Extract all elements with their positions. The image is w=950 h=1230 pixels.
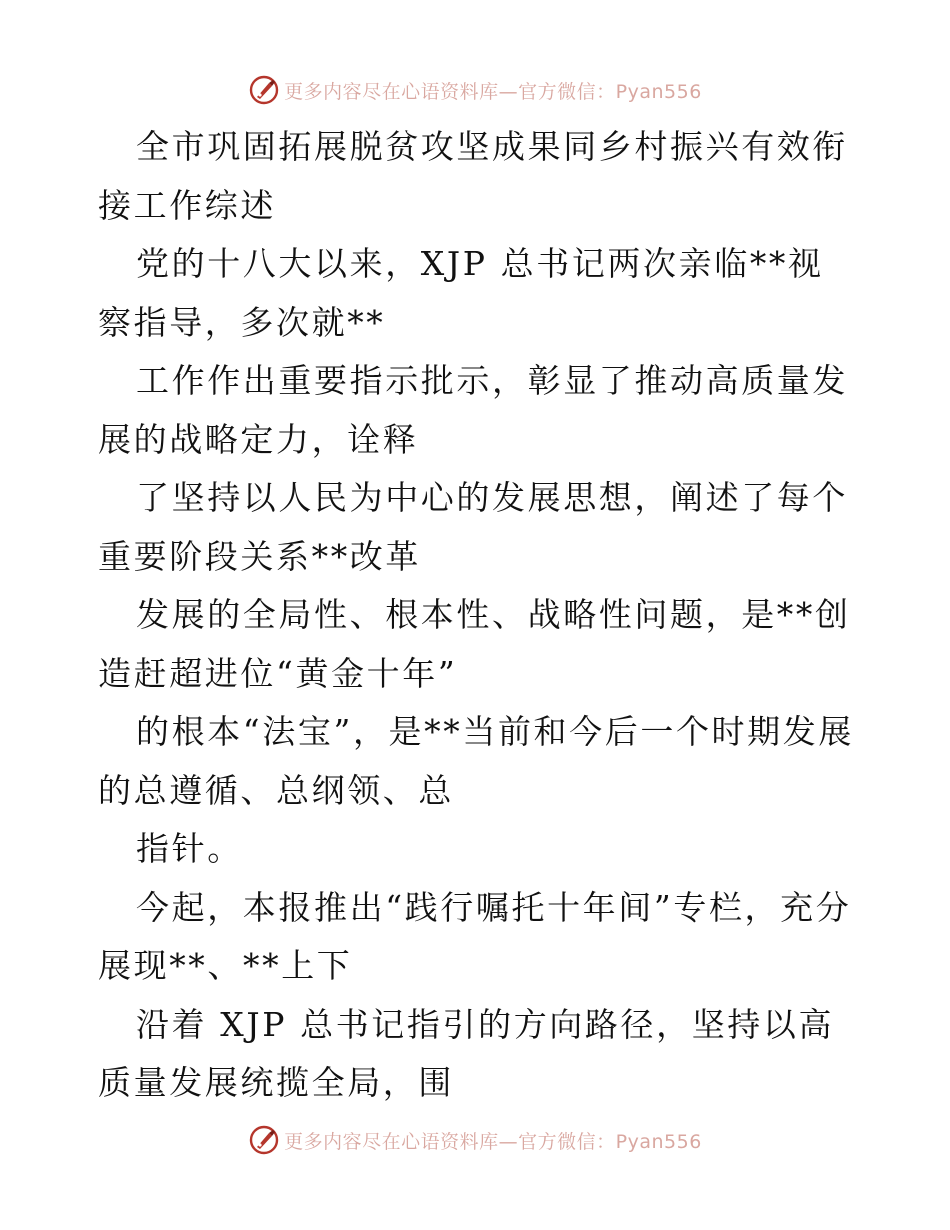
paragraph: 党的十八大以来，XJP 总书记两次亲临**视察指导，多次就** [98,244,824,342]
watermark-header [0,73,950,107]
paragraph: 今起，本报推出“践行嘱托十年间”专栏，充分展现**、**上下 [98,887,852,985]
paragraph: 沿着 XJP 总书记指引的方向路径，坚持以高质量发展统揽全局，围 [98,1004,835,1102]
document-title: 全市巩固拓展脱贫攻坚成果同乡村振兴有效衔接工作综述 [98,127,848,225]
pen-nib-logo-icon [248,1124,280,1156]
watermark-text: 更多内容尽在心语资料库—官方微信：Pyan556 [284,1130,702,1153]
document-body [98,118,858,1113]
paragraph: 了坚持以人民为中心的发展思想，阐述了每个重要阶段关系**改革 [98,478,848,576]
paragraph: 的根本“法宝”，是**当前和今后一个时期发展的总遵循、总纲领、总 [98,712,854,810]
paragraph: 指针。 [136,829,243,868]
paragraph: 工作作出重要指示批示，彰显了推动高质量发展的战略定力，诠释 [98,361,848,459]
watermark-text: 更多内容尽在心语资料库—官方微信：Pyan556 [284,80,702,103]
watermark-footer [0,1123,950,1157]
paragraph: 发展的全局性、根本性、战略性问题，是**创造赶超进位“黄金十年” [98,595,851,693]
pen-nib-logo-icon [248,74,280,106]
